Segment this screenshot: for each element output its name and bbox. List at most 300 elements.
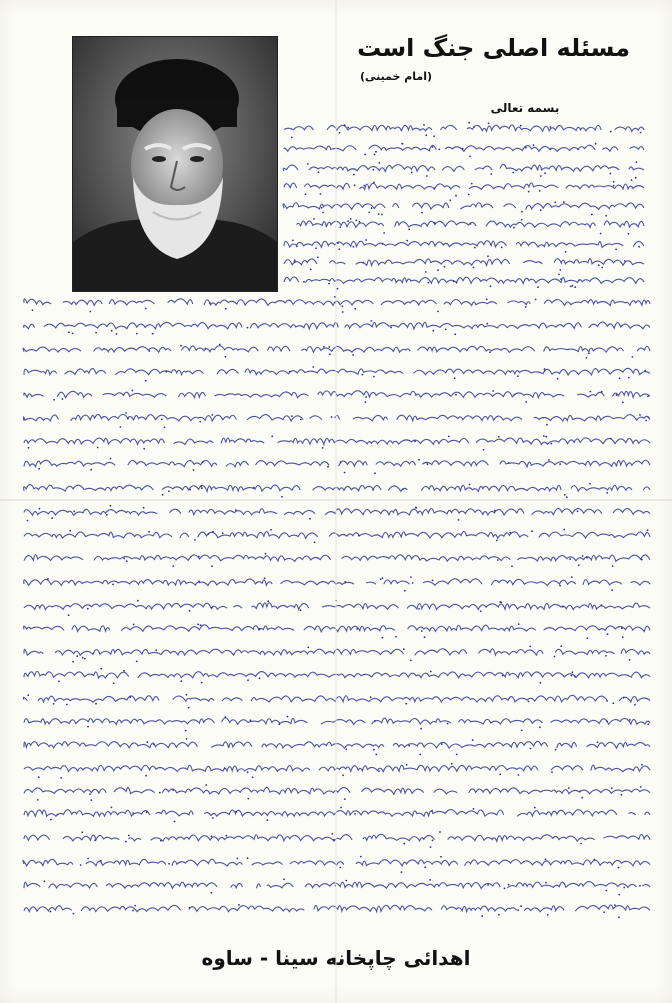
- handwriting-dot: [161, 418, 163, 420]
- handwriting-dot: [89, 793, 91, 795]
- handwriting-dot: [68, 614, 70, 616]
- handwriting-dot: [539, 190, 541, 192]
- handwriting-dot: [456, 754, 458, 756]
- handwriting-dot: [563, 201, 565, 203]
- handwriting-dot: [337, 288, 339, 290]
- handwriting-line: [283, 164, 644, 171]
- handwriting-dot: [586, 357, 588, 359]
- handwriting-dot: [600, 233, 602, 235]
- handwriting-dot: [420, 728, 422, 730]
- handwriting-dot: [32, 309, 34, 311]
- handwriting-dot: [317, 257, 319, 259]
- handwriting-dot: [136, 333, 138, 335]
- handwriting-dot: [225, 356, 227, 358]
- handwriting-dot: [331, 416, 333, 418]
- handwriting-dot: [528, 701, 530, 703]
- handwriting-dot: [555, 749, 557, 751]
- handwriting-dot: [211, 565, 213, 567]
- handwriting-dot: [334, 301, 336, 303]
- handwriting-dot: [380, 579, 382, 581]
- handwriting-dot: [113, 682, 115, 684]
- handwriting-dot: [212, 817, 214, 819]
- handwriting-dot: [344, 124, 346, 126]
- handwriting-line: [24, 741, 650, 748]
- handwriting-line: [24, 299, 650, 306]
- handwriting-dot: [110, 505, 112, 507]
- handwriting-dot: [235, 811, 237, 813]
- handwriting-dot: [511, 565, 513, 567]
- handwriting-dot: [133, 624, 135, 626]
- handwriting-dot: [197, 624, 199, 626]
- handwriting-dot: [225, 716, 227, 718]
- handwriting-dot: [307, 647, 309, 649]
- handwriting-dot: [335, 600, 337, 602]
- handwriting-dot: [194, 539, 196, 541]
- handwriting-dot: [647, 529, 649, 531]
- handwriting-dot: [404, 590, 406, 592]
- handwriting-dot: [136, 661, 138, 663]
- handwriting-dot: [252, 776, 254, 778]
- handwriting-dot: [219, 344, 221, 346]
- handwriting-dot: [554, 656, 556, 658]
- handwriting-dot: [432, 840, 434, 842]
- handwriting-dot: [629, 659, 631, 661]
- handwriting-dot: [205, 784, 207, 786]
- handwriting-dot: [205, 348, 207, 350]
- handwriting-dot: [530, 748, 532, 750]
- handwriting-dot: [512, 172, 514, 174]
- handwriting-dot: [544, 172, 546, 174]
- handwriting-dot: [418, 608, 420, 610]
- handwriting-line: [284, 183, 644, 189]
- handwriting-dot: [365, 396, 367, 398]
- handwriting-dot: [434, 222, 436, 224]
- handwriting-line: [24, 508, 650, 515]
- handwriting-dot: [498, 436, 500, 438]
- handwriting-dot: [347, 127, 349, 129]
- handwriting-line: [283, 221, 644, 228]
- handwriting-dot: [172, 789, 174, 791]
- handwriting-dot: [508, 884, 510, 886]
- handwriting-dot: [222, 532, 224, 534]
- handwriting-dot: [494, 510, 496, 512]
- handwriting-dot: [441, 743, 443, 745]
- handwriting-dot: [146, 811, 148, 813]
- handwriting-dot: [629, 719, 631, 721]
- handwriting-dot: [504, 888, 506, 890]
- handwriting-dot: [589, 483, 591, 485]
- handwriting-dot: [300, 609, 302, 611]
- handwriting-line: [24, 810, 650, 817]
- handwriting-dot: [582, 555, 584, 557]
- handwriting-dot: [632, 356, 634, 358]
- handwriting-dot: [562, 606, 564, 608]
- handwriting-dot: [132, 910, 134, 912]
- handwriting-dot: [423, 124, 425, 126]
- handwriting-dot: [265, 553, 267, 555]
- handwriting-dot: [560, 645, 562, 647]
- handwriting-dot: [539, 726, 541, 728]
- handwriting-line: [24, 718, 650, 725]
- handwriting-dot: [112, 584, 114, 586]
- handwriting-dot: [520, 125, 522, 127]
- handwriting-dot: [402, 488, 404, 490]
- handwriting-dot: [472, 739, 474, 741]
- handwriting-dot: [264, 577, 266, 579]
- handwriting-dot: [560, 278, 562, 280]
- handwriting-dot: [340, 461, 342, 463]
- handwriting-dot: [371, 320, 373, 322]
- handwriting-dot: [127, 418, 129, 420]
- handwriting-dot: [557, 378, 559, 380]
- handwriting-dot: [597, 741, 599, 743]
- handwriting-dot: [408, 745, 410, 747]
- handwriting-dot: [160, 840, 162, 842]
- handwriting-dot: [426, 175, 428, 177]
- handwriting-dot: [50, 819, 52, 821]
- handwriting-dot: [278, 723, 280, 725]
- handwriting-dot: [403, 648, 405, 650]
- handwriting-dot: [247, 679, 249, 681]
- handwriting-dot: [455, 394, 457, 396]
- handwriting-dot: [76, 655, 78, 657]
- handwriting-dot: [563, 529, 565, 531]
- handwriting-dot: [424, 636, 426, 638]
- handwriting-dot: [518, 774, 520, 776]
- handwriting-dot: [38, 776, 40, 778]
- handwriting-dot: [116, 333, 118, 335]
- handwriting-dot: [323, 346, 325, 348]
- handwriting-dot: [586, 557, 588, 559]
- handwriting-dot: [250, 719, 252, 721]
- handwriting-dot: [540, 682, 542, 684]
- handwriting-dot: [289, 371, 291, 373]
- handwriting-dot: [605, 890, 607, 892]
- handwriting-dot: [447, 723, 449, 725]
- handwriting-dot: [427, 463, 429, 465]
- handwriting-dot: [247, 798, 249, 800]
- handwriting-dot: [315, 247, 317, 249]
- handwriting-dot: [500, 602, 502, 604]
- handwriting-dot: [454, 333, 456, 335]
- handwriting-dot: [189, 610, 191, 612]
- handwriting-dot: [568, 787, 570, 789]
- handwriting-dot: [432, 146, 434, 148]
- handwriting-dot: [624, 260, 626, 262]
- handwriting-dot: [97, 447, 99, 449]
- handwriting-dot: [614, 904, 616, 906]
- handwriting-line: [23, 414, 650, 421]
- handwriting-dot: [502, 675, 504, 677]
- handwriting-dot: [225, 308, 227, 310]
- handwriting-dot: [455, 195, 457, 197]
- handwriting-dot: [202, 462, 204, 464]
- handwriting-dot: [558, 274, 560, 276]
- handwriting-dot: [91, 799, 93, 801]
- handwriting-dot: [492, 390, 494, 392]
- handwriting-dot: [314, 541, 316, 543]
- handwriting-dot: [337, 242, 339, 244]
- handwriting-dot: [378, 213, 380, 215]
- handwriting-dot: [378, 770, 380, 772]
- handwriting-dot: [546, 424, 548, 426]
- handwriting-dot: [375, 754, 377, 756]
- handwriting-dot: [353, 246, 355, 248]
- handwriting-dot: [237, 858, 239, 860]
- handwriting-dot: [601, 267, 603, 269]
- handwriting-dot: [62, 398, 64, 400]
- handwriting-dot: [577, 149, 579, 151]
- handwriting-dot: [486, 323, 488, 325]
- handwriting-dot: [344, 581, 346, 583]
- handwriting-dot: [401, 871, 403, 873]
- handwriting-dot: [364, 401, 366, 403]
- handwriting-line: [24, 787, 650, 794]
- handwriting-dot: [172, 565, 174, 567]
- handwriting-dot: [362, 374, 364, 376]
- handwriting-dot: [211, 835, 213, 837]
- handwriting-dot: [419, 754, 421, 756]
- handwriting-dot: [611, 787, 613, 789]
- handwriting-dot: [406, 240, 408, 242]
- handwriting-dot: [613, 181, 615, 183]
- handwriting-line: [24, 531, 650, 538]
- handwriting-dot: [554, 201, 556, 203]
- handwriting-dot: [545, 882, 547, 884]
- bismillah-heading: بسمه تعالی: [490, 101, 560, 115]
- handwriting-dot: [87, 726, 89, 728]
- handwriting-dot: [145, 775, 147, 777]
- handwriting-dot: [168, 863, 170, 865]
- handwriting-dot: [125, 412, 127, 414]
- handwriting-dot: [355, 220, 357, 222]
- handwriting-dot: [212, 531, 214, 533]
- handwriting-dot: [333, 839, 335, 841]
- handwriting-dot: [147, 741, 149, 743]
- handwriting-dot: [189, 907, 191, 909]
- handwriting-line: [24, 438, 650, 445]
- handwriting-dot: [410, 660, 412, 662]
- handwriting-dot: [283, 878, 285, 880]
- handwriting-dot: [621, 794, 623, 796]
- handwriting-dot: [425, 134, 427, 136]
- handwriting-dot: [622, 636, 624, 638]
- handwriting-dot: [72, 661, 74, 663]
- handwriting-dot: [451, 763, 453, 765]
- handwriting-line: [24, 882, 650, 889]
- handwriting-dot: [310, 269, 312, 271]
- handwriting-dot: [198, 581, 200, 583]
- handwriting-dot: [327, 466, 329, 468]
- handwriting-dot: [318, 171, 320, 173]
- handwriting-dot: [606, 700, 608, 702]
- handwriting-dot: [247, 327, 249, 329]
- handwriting-dot: [571, 675, 573, 677]
- handwriting-dot: [531, 530, 533, 532]
- handwriting-dot: [155, 649, 157, 651]
- handwriting-dot: [469, 484, 471, 486]
- handwriting-dot: [382, 637, 384, 639]
- handwriting-dot: [342, 774, 344, 776]
- handwriting-dot: [73, 511, 75, 513]
- handwriting-dot: [571, 576, 573, 578]
- handwriting-dot: [152, 333, 154, 335]
- handwriting-dot: [50, 911, 52, 913]
- handwriting-dot: [497, 559, 499, 561]
- handwriting-dot: [339, 132, 341, 134]
- handwriting-dot: [180, 345, 182, 347]
- handwriting-line: [24, 834, 650, 841]
- handwriting-dot: [411, 172, 413, 174]
- handwriting-line: [24, 460, 650, 467]
- handwriting-dot: [165, 371, 167, 373]
- handwriting-dot: [489, 351, 491, 353]
- handwriting-dot: [259, 628, 261, 630]
- handwriting-dot: [509, 532, 511, 534]
- handwriting-dot: [518, 623, 520, 625]
- handwriting-dot: [342, 311, 344, 313]
- handwriting-dot: [606, 721, 608, 723]
- handwriting-dot: [309, 518, 311, 520]
- handwriting-dot: [60, 777, 62, 779]
- handwriting-dot: [473, 267, 475, 269]
- handwriting-dot: [95, 332, 97, 334]
- handwriting-dot: [501, 247, 503, 249]
- handwriting-dot: [189, 489, 191, 491]
- handwriting-dot: [569, 558, 571, 560]
- handwriting-dot: [645, 420, 647, 422]
- handwriting-dot: [186, 694, 188, 696]
- handwriting-dot: [545, 436, 547, 438]
- handwriting-dot: [445, 329, 447, 331]
- handwriting-dot: [120, 426, 122, 428]
- handwriting-dot: [185, 730, 187, 732]
- handwriting-dot: [66, 704, 68, 706]
- handwriting-dot: [534, 807, 536, 809]
- handwriting-dot: [601, 391, 603, 393]
- handwriting-dot: [143, 507, 145, 509]
- handwriting-dot: [550, 126, 552, 128]
- handwriting-dot: [38, 468, 40, 470]
- handwriting-dot: [535, 299, 537, 301]
- handwriting-dot: [356, 628, 358, 630]
- handwriting-dot: [429, 879, 431, 881]
- handwriting-dot: [473, 808, 475, 810]
- handwriting-dot: [247, 771, 249, 773]
- handwriting-dot: [438, 149, 440, 151]
- handwriting-line: [24, 368, 650, 375]
- handwriting-dot: [572, 285, 574, 287]
- handwriting-dot: [382, 243, 384, 245]
- handwriting-dot: [322, 212, 324, 214]
- handwriting-dot: [373, 749, 375, 751]
- handwriting-dot: [344, 472, 346, 474]
- handwriting-line: [284, 145, 644, 151]
- handwriting-dot: [374, 472, 376, 474]
- handwriting-line: [24, 391, 650, 398]
- handwriting-dot: [382, 577, 384, 579]
- handwriting-dot: [570, 286, 572, 288]
- handwriting-dot: [623, 887, 625, 889]
- handwriting-dot: [453, 280, 455, 282]
- handwriting-line: [24, 649, 650, 656]
- handwriting-dot: [321, 207, 323, 209]
- handwriting-dot: [598, 264, 600, 266]
- handwriting-dot: [80, 864, 82, 866]
- handwriting-dot: [517, 375, 519, 377]
- handwriting-dot: [454, 377, 456, 379]
- handwriting-dot: [340, 807, 342, 809]
- handwriting-dot: [374, 154, 376, 156]
- handwriting-dot: [164, 427, 166, 429]
- handwriting-dot: [360, 856, 362, 858]
- handwriting-dot: [470, 223, 472, 225]
- handwriting-dot: [201, 682, 203, 684]
- handwriting-dot: [162, 494, 164, 496]
- handwriting-dot: [559, 463, 561, 465]
- handwriting-dot: [636, 161, 638, 163]
- handwriting-line: [284, 277, 644, 284]
- handwriting-dot: [129, 696, 131, 698]
- handwriting-dot: [134, 905, 136, 907]
- handwriting-dot: [106, 514, 108, 516]
- handwriting-line: [23, 695, 650, 702]
- handwriting-dot: [180, 680, 182, 682]
- handwriting-dot: [47, 578, 49, 580]
- handwriting-dot: [574, 286, 576, 288]
- handwriting-dot: [586, 637, 588, 639]
- printer-footer: اهدائی چاپخانه سینا - ساوه: [201, 946, 471, 970]
- handwriting-line: [24, 555, 650, 562]
- handwriting-dot: [353, 174, 355, 176]
- handwriting-dot: [339, 226, 341, 228]
- handwriting-dot: [621, 627, 623, 629]
- handwriting-dot: [328, 283, 330, 285]
- handwriting-dot: [623, 697, 625, 699]
- handwriting-dot: [483, 449, 485, 451]
- handwriting-dot: [545, 859, 547, 861]
- handwriting-dot: [635, 177, 637, 179]
- handwriting-dot: [339, 867, 341, 869]
- handwriting-dot: [201, 487, 203, 489]
- handwriting-dot: [235, 509, 237, 511]
- handwriting-dot: [322, 447, 324, 449]
- handwriting-dot: [271, 435, 273, 437]
- handwriting-dot: [174, 821, 176, 823]
- handwriting-dot: [312, 366, 314, 368]
- handwriting-dot: [82, 657, 84, 659]
- handwriting-dot: [89, 311, 91, 313]
- handwriting-dot: [605, 215, 607, 217]
- handwriting-dot: [281, 496, 283, 498]
- handwriting-dot: [145, 308, 147, 310]
- handwriting-dot: [622, 401, 624, 403]
- handwriting-dot: [403, 843, 405, 845]
- handwriting-dot: [69, 530, 71, 532]
- handwriting-dot: [406, 764, 408, 766]
- handwriting-dot: [373, 182, 375, 184]
- handwriting-dot: [364, 185, 366, 187]
- handwriting-dot: [514, 394, 516, 396]
- handwriting-dot: [414, 440, 416, 442]
- handwriting-dot: [639, 414, 641, 416]
- handwriting-dot: [628, 233, 630, 235]
- handwriting-dot: [51, 517, 53, 519]
- handwriting-dot: [291, 415, 293, 417]
- handwriting-dot: [132, 390, 134, 392]
- handwriting-dot: [95, 703, 97, 705]
- handwriting-dot: [581, 797, 583, 799]
